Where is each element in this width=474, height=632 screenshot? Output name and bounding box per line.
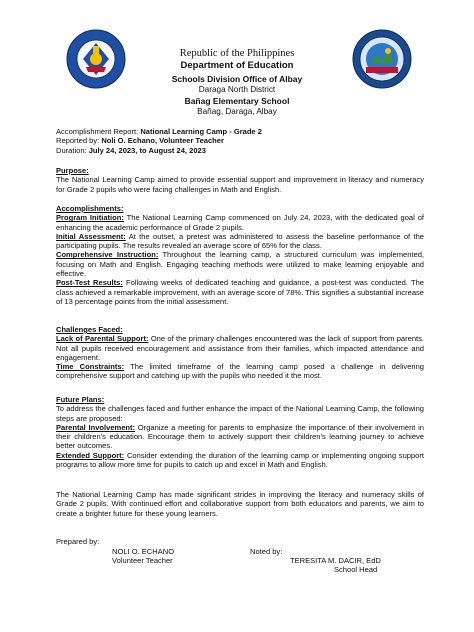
address-line: Bañag, Daraga, Albay (197, 107, 277, 116)
reported-by-label: Reported by: (56, 136, 102, 146)
challenge-item: Lack of Parental Support: One of the primary challenges encountered was the lack of support from parents. Not all pupils received encouragement and assistance from their families, which impacted attendance and engagement. (56, 334, 425, 362)
future-plans-section (56, 395, 424, 469)
future-plans-intro: To address the challenges faced and further enhance the impact of the National Learning Camp, the following steps are proposed: (56, 404, 424, 423)
duration-label: Duration: (56, 145, 89, 155)
accomplishments-title: Accomplishments: (56, 204, 124, 213)
purpose-text: The National Learning Camp aimed to provide essential support and improvement in literacy and numeracy for Grade 2 pupils who were facing challenges in Math and English. (56, 175, 424, 194)
division-line: Schools Division Office of Albay (171, 74, 303, 84)
challenges-section (56, 325, 424, 381)
accomplishment-item: Post-Test Results: Following weeks of dedicated teaching and guidance, a post-test was conducted. The class achieved a remarkable improvement, with an average score of 78%. This signifies a substantial increase of 13 percentage points from the initial assessment. (56, 278, 424, 306)
noted-by-name: TERESITA M. DACIR, EdD (290, 556, 381, 565)
duration-value: July 24, 2023, to August 24, 2023 (88, 145, 206, 155)
report-meta (56, 127, 424, 155)
purpose-section (56, 166, 424, 194)
prepared-by-title: Volunteer Teacher (112, 556, 173, 565)
school-line: Bañag Elementary School (184, 96, 290, 106)
accomplishment-item: Comprehensive Instruction: Throughout the learning camp, a structured curriculum was implemented, focusing on Math and English. Engaging teaching methods were utilized to make learning enjoyable and effective. (56, 250, 424, 279)
accomplishment-item: Program Initiation: The National Learning Camp commenced on July 24, 2023, with the dedicated goal of enhancing the academic performance of Grade 2 pupils. (56, 213, 424, 232)
district-line: Daraga North District (198, 85, 276, 94)
report-label: Accomplishment Report: (56, 127, 141, 136)
future-plans-title: Future Plans: (56, 395, 105, 404)
challenge-item: Time Constraints: The limited timeframe of the learning camp posed a challenge in delivering comprehensive support and catching up with the pupils who needed it the most. (56, 362, 424, 381)
department-line: Department of Education (180, 60, 294, 71)
conclusion-text: The National Learning Camp has made significant strides in improving the literacy and numeracy skills of Grade 2 pupils. With continued effort and collaborative support from both educators and parents, we aim to create a brighter future for these young learners. (56, 490, 424, 518)
future-plan-item: Parental Involvement: Organize a meeting for parents to emphasize the importance of their involvement in their children's education. Encourage them to actively support their children's learning journey to achieve better outcomes. (56, 422, 425, 451)
noted-by-label: Noted by: (250, 547, 283, 556)
future-plan-item: Extended Support: Consider extending the duration of the learning camp or implementing ongoing support programs to allow more time for pupils to catch up and excel in Math and English. (56, 450, 424, 470)
conclusion-section (56, 490, 424, 518)
reported-by-value: Noli O. Echano, Volunteer Teacher (101, 136, 224, 146)
prepared-by-label: Prepared by: (56, 537, 100, 546)
accomplishments-section (56, 204, 424, 306)
purpose-title: Purpose: (56, 166, 89, 175)
prepared-by-name: NOLI O. ECHANO (112, 547, 175, 556)
noted-by-title: School Head (334, 565, 378, 574)
challenges-title: Challenges Faced: (56, 325, 123, 334)
republic-line: Republic of the Philippines (179, 48, 295, 59)
accomplishment-item: Initial Assessment: At the outset, a pretest was administered to assess the baseline performance of the participating pupils. The results revealed an average score of 65% for the class. (56, 231, 424, 251)
report-value: National Learning Camp - Grade 2 (140, 127, 262, 136)
